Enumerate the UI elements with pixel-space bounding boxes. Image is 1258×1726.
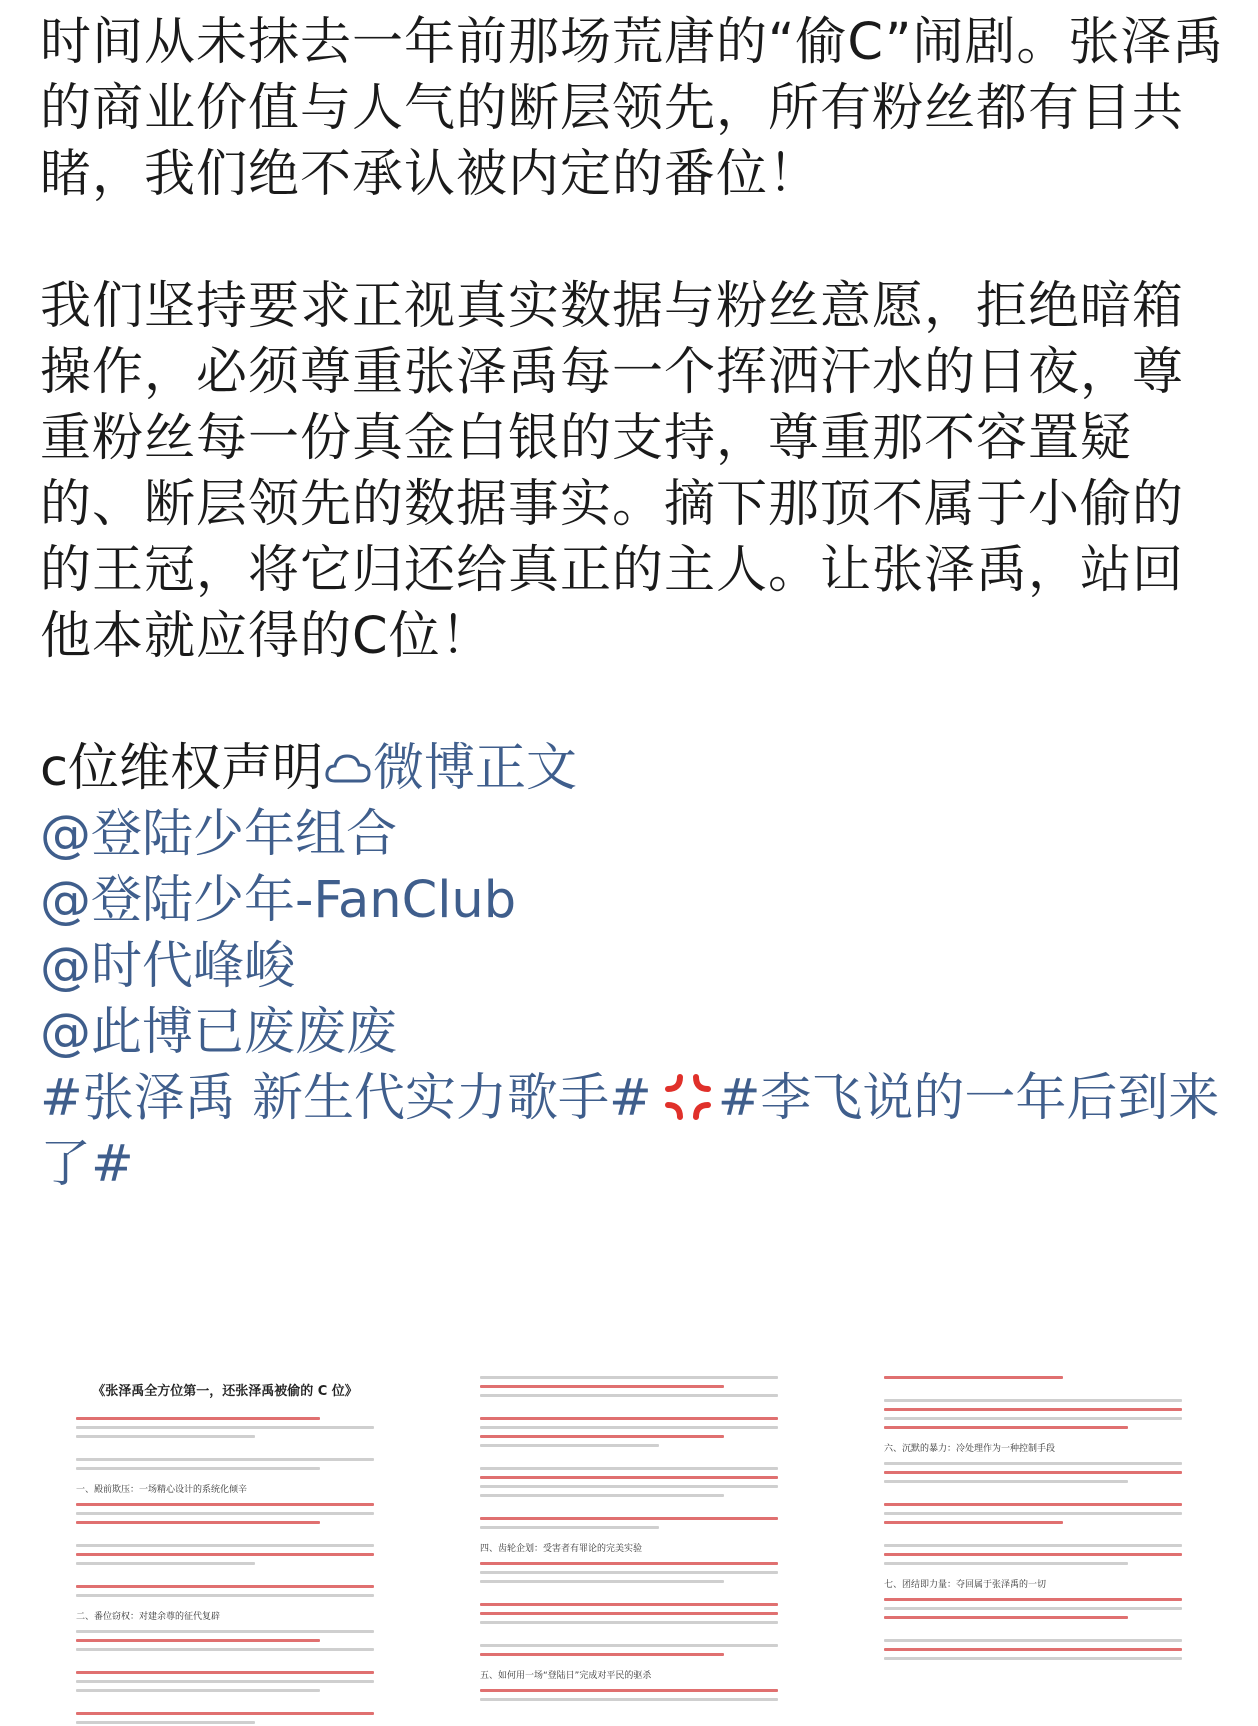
mention-link[interactable]: @此博已废废废: [40, 1003, 398, 1062]
document-image-1[interactable]: [40, 1340, 410, 1726]
document-heading: 二、番位窃权：对建余尊的征代复辟: [76, 1612, 221, 1622]
cloud-icon: [323, 740, 373, 780]
post-paragraph-1: 时间从未抹去一年前那场荒唐的“偷C”闹剧。张泽禹的商业价值与人气的断层领先，所有粉丝都有目共睹，我们绝不承认被内定的番位！: [40, 13, 1225, 204]
mention-link[interactable]: @时代峰峻: [40, 937, 296, 996]
statement-line: [40, 736, 1230, 802]
mention-link[interactable]: @登陆少年组合: [40, 805, 398, 864]
post-paragraph-2: 我们坚持要求正视真实数据与粉丝意愿，拒绝暗箱操作，必须尊重张泽禹每一个挥洒汗水的日夜，尊重粉丝每一份真金白银的支持，尊重那不容置疑的、断层领先的数据事实。摘下那顶不属于小偷的的王冠，将它归还给真正的主人。让张泽禹，站回他本就应得的C位！: [40, 277, 1185, 666]
document-image-3[interactable]: [848, 1340, 1218, 1726]
document-title: 《张泽禹全方位第一，还张泽禹被偷的 C 位》: [92, 1384, 358, 1399]
statement-prefix: c位维权声明: [40, 739, 324, 798]
hashtag-link[interactable]: #张泽禹 新生代实力歌手#: [40, 1069, 652, 1128]
document-heading: 五、如何用一场“登陆日”完成对平民的驱杀: [480, 1671, 652, 1681]
document-image-2[interactable]: [444, 1340, 814, 1726]
angry-emoji-icon: [662, 1071, 714, 1123]
hashtag-line: [40, 1066, 1230, 1198]
mention-link[interactable]: @登陆少年-FanClub: [40, 871, 517, 930]
hashtag-link-part1[interactable]: #李飞说的一年后到来了#: [40, 1069, 1220, 1194]
weibo-full-text-link[interactable]: 微博正文: [373, 739, 578, 798]
document-heading: 六、沉默的暴力：冷处理作为一种控制手段: [884, 1444, 1056, 1454]
weibo-post: [40, 10, 1230, 1198]
document-heading: 一、殿前欺压：一场精心设计的系统化倾辛: [76, 1485, 248, 1495]
image-attachments: [40, 1340, 1218, 1726]
document-heading: 七、团结即力量：夺回属于张泽禹的一切: [884, 1580, 1047, 1590]
document-heading: 四、齿轮企划：受害者有罪论的完美实验: [480, 1544, 643, 1554]
